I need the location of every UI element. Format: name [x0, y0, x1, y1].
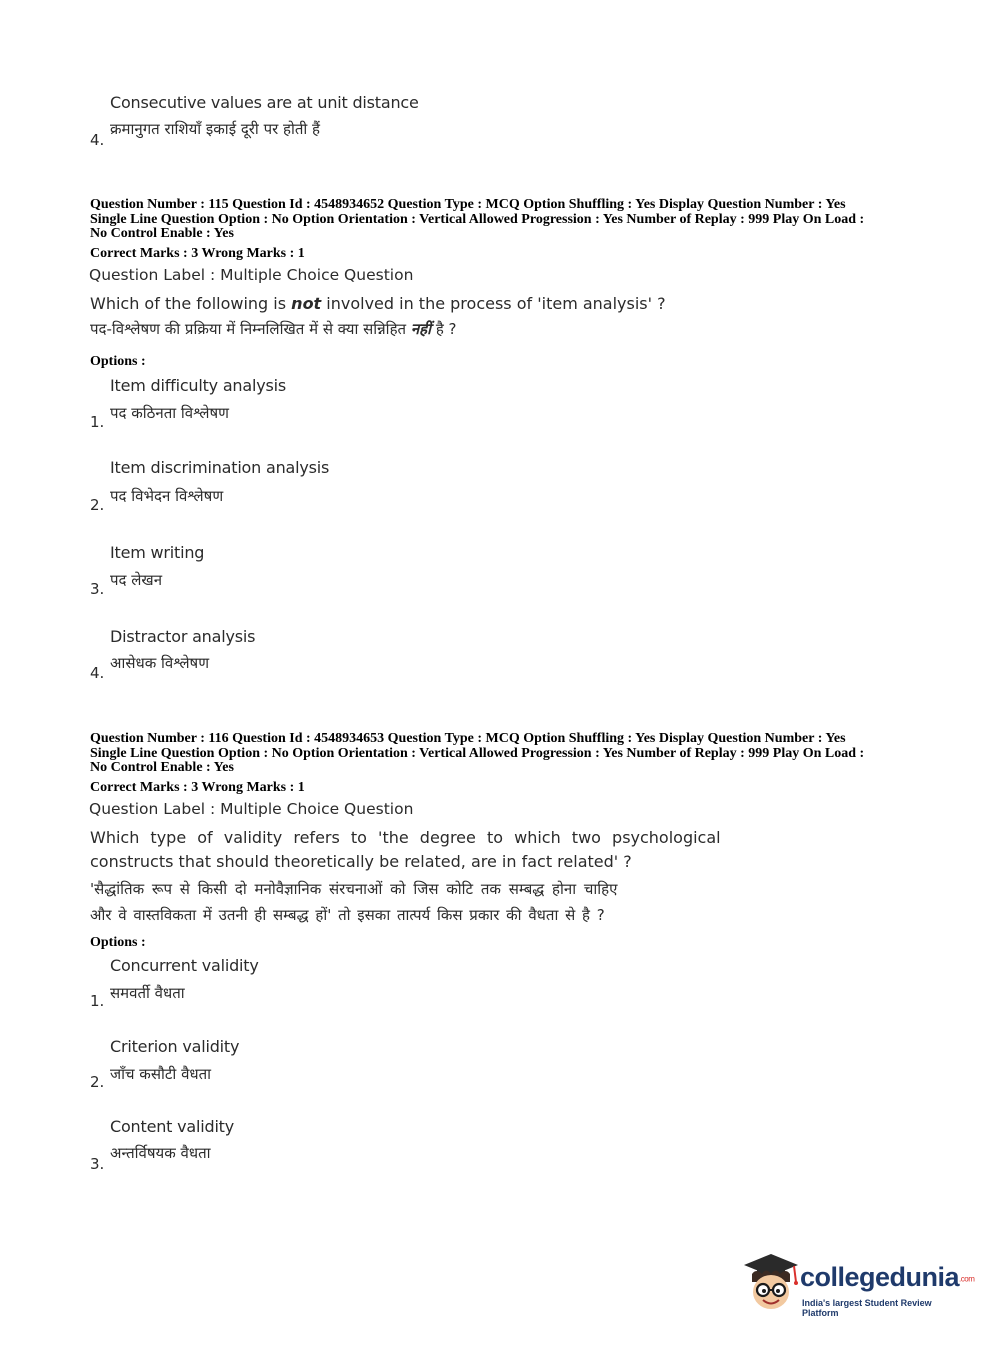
- option-hindi: अन्तर्विषयक वैधता: [110, 1144, 211, 1162]
- question-text-hindi-line: 'सैद्धांतिक रूप से किसी दो मनोवैज्ञानिक संरचनाओं को जिस कोटि तक सम्बद्ध होना चाहिए: [90, 880, 618, 898]
- question-text-part: है ?: [431, 320, 457, 338]
- question-text-part: Which of the following is: [90, 294, 292, 313]
- option-english: Item writing: [110, 543, 205, 562]
- option-hindi: आसेधक विश्लेषण: [110, 654, 210, 672]
- option-english: Content validity: [110, 1117, 235, 1136]
- option-hindi: समवर्ती वैधता: [110, 984, 185, 1002]
- meta-line: Single Line Question Option : No Option Orientation : Vertical Allowed Progression : Yes Number of Replay : 999 Play On Load :: [90, 211, 865, 227]
- meta-line: Question Number : 115 Question Id : 4548934652 Question Type : MCQ Option Shuffling : Yes Display Question Number : Yes: [90, 197, 846, 212]
- logo-suffix: .com: [959, 1274, 975, 1284]
- option-hindi: जाँच कसौटी वैधता: [110, 1065, 212, 1083]
- option-english: Concurrent validity: [110, 956, 259, 975]
- option-number: 2.: [90, 496, 105, 514]
- option-number: 1.: [90, 992, 105, 1010]
- option-english: Item discrimination analysis: [110, 458, 330, 477]
- question-text-english-line: Which type of validity refers to 'the degree to which two psychological: [90, 828, 721, 847]
- logo-tagline: India's largest Student Review Platform: [802, 1298, 932, 1318]
- marks-line: Correct Marks : 3 Wrong Marks : 1: [90, 246, 305, 261]
- option-english: Distractor analysis: [110, 627, 256, 646]
- marks-line: Correct Marks : 3 Wrong Marks : 1: [90, 780, 305, 795]
- meta-line: No Control Enable : Yes: [90, 226, 234, 241]
- question-text-part: involved in the process of 'item analysis' ?: [321, 294, 666, 313]
- question-meta: [90, 732, 864, 776]
- option-number: 1.: [90, 413, 105, 431]
- option-hindi: पद कठिनता विश्लेषण: [110, 404, 229, 422]
- question-text-english: [90, 294, 666, 313]
- question-text-english-line: constructs that should theoretically be related, are in fact related' ?: [90, 852, 632, 871]
- options-heading: Options :: [90, 354, 146, 369]
- option-number: 4.: [90, 131, 105, 149]
- option-number: 3.: [90, 1155, 105, 1173]
- collegedunia-logo[interactable]: [742, 1252, 975, 1318]
- question-text-emphasis: नहीं: [410, 320, 432, 338]
- option-english: Consecutive values are at unit distance: [110, 93, 419, 112]
- options-heading: Options :: [90, 935, 146, 950]
- option-hindi: क्रमानुगत राशियाँ इकाई दूरी पर होती हैं: [110, 120, 321, 138]
- option-english: Criterion validity: [110, 1037, 240, 1056]
- question-label: Question Label : Multiple Choice Question: [89, 266, 414, 284]
- option-number: 2.: [90, 1073, 105, 1091]
- option-number: 3.: [90, 580, 105, 598]
- question-text-hindi-line: और वे वास्तविकता में उतनी ही सम्बद्ध हों' तो इसका तात्पर्य किस प्रकार की वैधता से है ?: [90, 906, 605, 924]
- meta-line: Single Line Question Option : No Option Orientation : Vertical Allowed Progression : Yes Number of Replay : 999 Play On Load :: [90, 745, 865, 761]
- question-label: Question Label : Multiple Choice Question: [89, 800, 414, 818]
- question-text-part: पद-विश्लेषण की प्रक्रिया में निम्नलिखित में से क्या सन्निहित: [90, 320, 411, 338]
- logo-wordmark-text: collegedunia: [800, 1262, 960, 1292]
- option-hindi: पद लेखन: [110, 571, 163, 589]
- mascot-icon: [742, 1252, 800, 1314]
- option-number: 4.: [90, 664, 105, 682]
- question-text-hindi: [90, 319, 457, 339]
- question-meta: [90, 198, 864, 242]
- question-text-emphasis: not: [291, 294, 322, 313]
- meta-line: No Control Enable : Yes: [90, 760, 234, 775]
- logo-wordmark: [800, 1262, 974, 1293]
- option-hindi: पद विभेदन विश्लेषण: [110, 487, 224, 505]
- meta-line: Question Number : 116 Question Id : 4548934653 Question Type : MCQ Option Shuffling : Yes Display Question Number : Yes: [90, 731, 846, 746]
- option-english: Item difficulty analysis: [110, 376, 287, 395]
